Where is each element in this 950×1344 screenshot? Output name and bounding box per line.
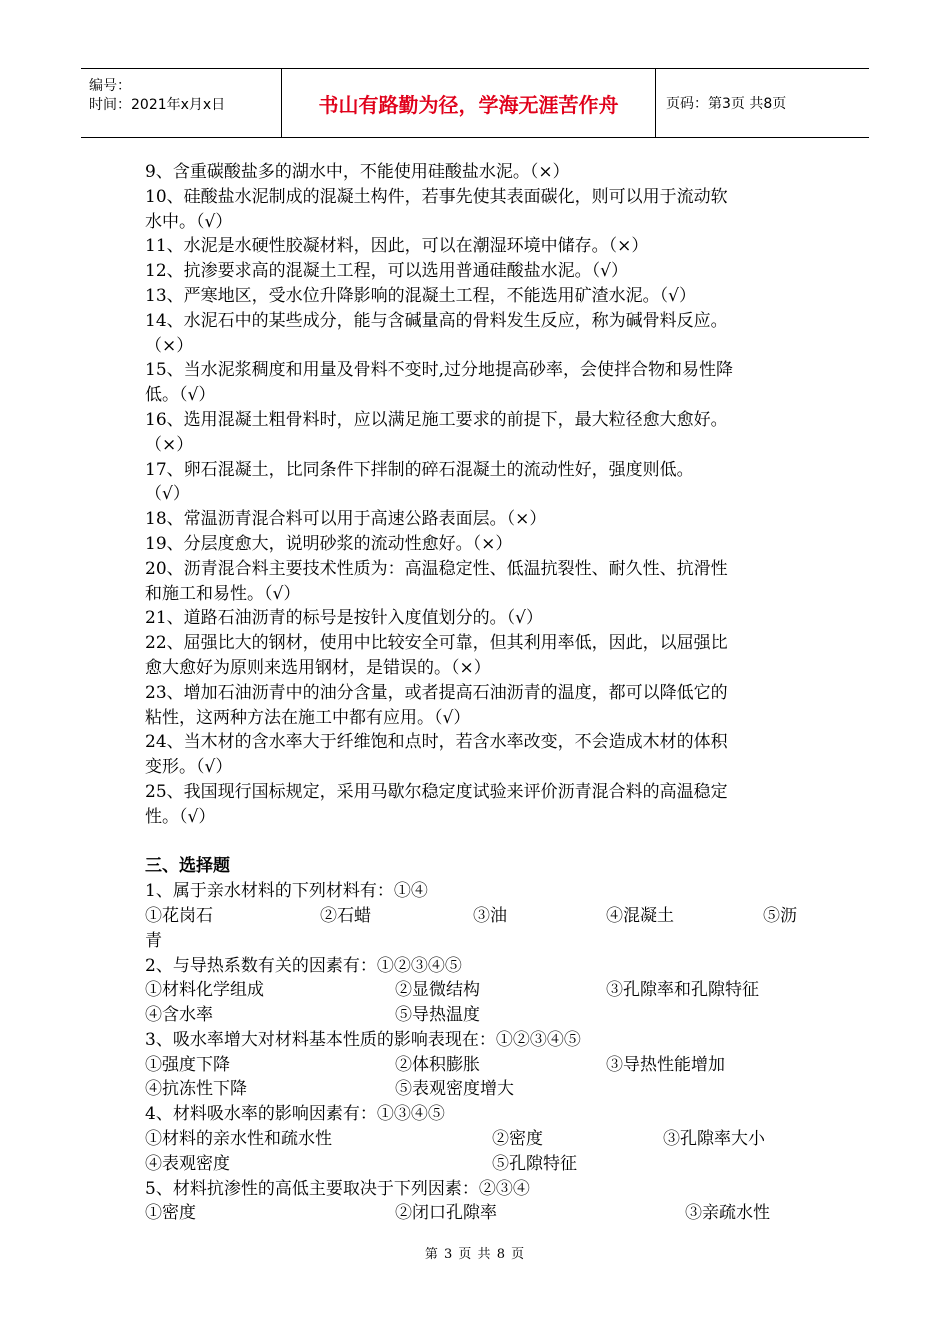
- option: ①材料化学组成: [145, 980, 264, 1001]
- section-title: 三、选择题: [145, 856, 230, 877]
- question-3-options-row2: [145, 1077, 815, 1102]
- text-line: 24、当木材的含水率大于纤维饱和点时，若含水率改变，不会造成木材的体积: [145, 732, 728, 753]
- text-line: 变形。（√）: [145, 757, 233, 778]
- option: ②显微结构: [395, 980, 480, 1001]
- question-2-options-row2: [145, 1003, 815, 1028]
- option: ⑤表观密度增大: [395, 1079, 514, 1100]
- question-1: 1、属于亲水材料的下列材料有：①④: [145, 881, 428, 902]
- option: ③导热性能增加: [606, 1054, 725, 1075]
- option: ②体积膨胀: [395, 1054, 480, 1075]
- option: ①花岗石: [145, 905, 213, 926]
- option: ⑤沥: [763, 905, 797, 926]
- text-line: 21、道路石油沥青的标号是按针入度值划分的。（√）: [145, 608, 543, 629]
- text-line: 和施工和易性。（√）: [145, 583, 301, 604]
- question-5: 5、材料抗渗性的高低主要取决于下列因素：②③④: [145, 1178, 530, 1199]
- text-line: 9、含重碳酸盐多的湖水中，不能使用硅酸盐水泥。（×）: [145, 162, 570, 182]
- question-4-options-row2: [145, 1152, 815, 1177]
- text-line: 低。（√）: [145, 385, 216, 406]
- option: ③油: [473, 905, 507, 926]
- question-2-options-row1: [145, 978, 815, 1003]
- option: ②闭口孔隙率: [395, 1203, 497, 1224]
- text-line: 13、严寒地区，受水位升降影响的混凝土工程，不能选用矿渣水泥。（√）: [145, 285, 696, 306]
- question-2: 2、与导热系数有关的因素有：①②③④⑤: [145, 955, 462, 976]
- text-line: 愈大愈好为原则来选用钢材，是错误的。（×）: [145, 657, 491, 678]
- option: ④混凝土: [606, 905, 674, 926]
- option: ②石蜡: [320, 905, 371, 926]
- text-line: （×）: [145, 434, 194, 455]
- option: ③孔隙率大小: [663, 1129, 765, 1150]
- question-4: 4、材料吸水率的影响因素有：①③④⑤: [145, 1104, 445, 1125]
- motto-text: 书山有路勤为径，学海无涯苦作舟: [318, 92, 619, 117]
- text-line: （√）: [145, 484, 190, 505]
- option: ④含水率: [145, 1005, 213, 1026]
- text-line: 22、屈强比大的钢材，使用中比较安全可靠，但其利用率低，因此，以屈强比: [145, 633, 728, 654]
- text-line: 17、卵石混凝土，比同条件下拌制的碎石混凝土的流动性好，强度则低。: [145, 459, 694, 480]
- option: ①密度: [145, 1203, 196, 1224]
- question-3: 3、吸水率增大对材料基本性质的影响表现在：①②③④⑤: [145, 1029, 581, 1050]
- option: ①材料的亲水性和疏水性: [145, 1129, 332, 1150]
- text-line: 16、选用混凝土粗骨料时，应以满足施工要求的前提下，最大粒径愈大愈好。: [145, 409, 728, 430]
- text-line: 12、抗渗要求高的混凝土工程，可以选用普通硅酸盐水泥。（√）: [145, 261, 628, 282]
- document-body: [145, 160, 815, 1226]
- text-line: 25、我国现行国标规定，采用马歇尔稳定度试验来评价沥青混合料的高温稳定: [145, 781, 728, 802]
- text-line: 18、常温沥青混合料可以用于高速公路表面层。（×）: [145, 509, 547, 530]
- question-1-options: [145, 904, 815, 929]
- number-label: 编号：: [89, 78, 131, 94]
- text-line: 11、水泥是水硬性胶凝材料，因此，可以在潮湿环境中储存。（×）: [145, 236, 649, 257]
- option: ①强度下降: [145, 1054, 230, 1075]
- question-5-options-row1: [145, 1201, 815, 1226]
- text-line: 15、当水泥浆稠度和用量及骨料不变时,过分地提高砂率，会使拌合物和易性降: [145, 360, 734, 381]
- text-line: 水中。（√）: [145, 211, 233, 232]
- option: ③孔隙率和孔隙特征: [606, 980, 759, 1001]
- text-line: 23、增加石油沥青中的油分含量，或者提高石油沥青的温度，都可以降低它的: [145, 682, 728, 703]
- header-info-cell: [81, 69, 282, 137]
- text-line: 14、水泥石中的某些成分，能与含碱量高的骨料发生反应，称为碱骨料反应。: [145, 310, 728, 331]
- page-footer: 第 3 页 共 8 页: [424, 1247, 526, 1262]
- option: ⑤孔隙特征: [492, 1153, 577, 1174]
- question-3-options-row1: [145, 1053, 815, 1078]
- option: ④抗冻性下降: [145, 1079, 247, 1100]
- page-header: [81, 68, 869, 138]
- text-line: 10、硅酸盐水泥制成的混凝土构件，若事先使其表面碳化，则可以用于流动软: [145, 186, 728, 207]
- option: ④表观密度: [145, 1153, 230, 1174]
- date-line: 时间：2021年x月x日: [89, 97, 226, 113]
- text-line: 19、分层度愈大，说明砂浆的流动性愈好。（×）: [145, 533, 513, 554]
- option: ②密度: [492, 1129, 543, 1150]
- text-line: 性。（√）: [145, 806, 216, 827]
- text-line: （×）: [145, 335, 194, 356]
- option: ③亲疏水性: [685, 1203, 770, 1224]
- option: ⑤导热温度: [395, 1005, 480, 1026]
- text-line: 20、沥青混合料主要技术性质为：高温稳定性、低温抗裂性、耐久性、抗滑性: [145, 558, 728, 579]
- text-line: 粘性，这两种方法在施工中都有应用。（√）: [145, 707, 471, 728]
- question-4-options-row1: [145, 1127, 815, 1152]
- header-page-cell: [656, 69, 869, 137]
- page-code: 页码：第3页 共8页: [666, 96, 787, 112]
- header-motto-cell: [282, 69, 656, 137]
- text-line: 青: [145, 930, 162, 951]
